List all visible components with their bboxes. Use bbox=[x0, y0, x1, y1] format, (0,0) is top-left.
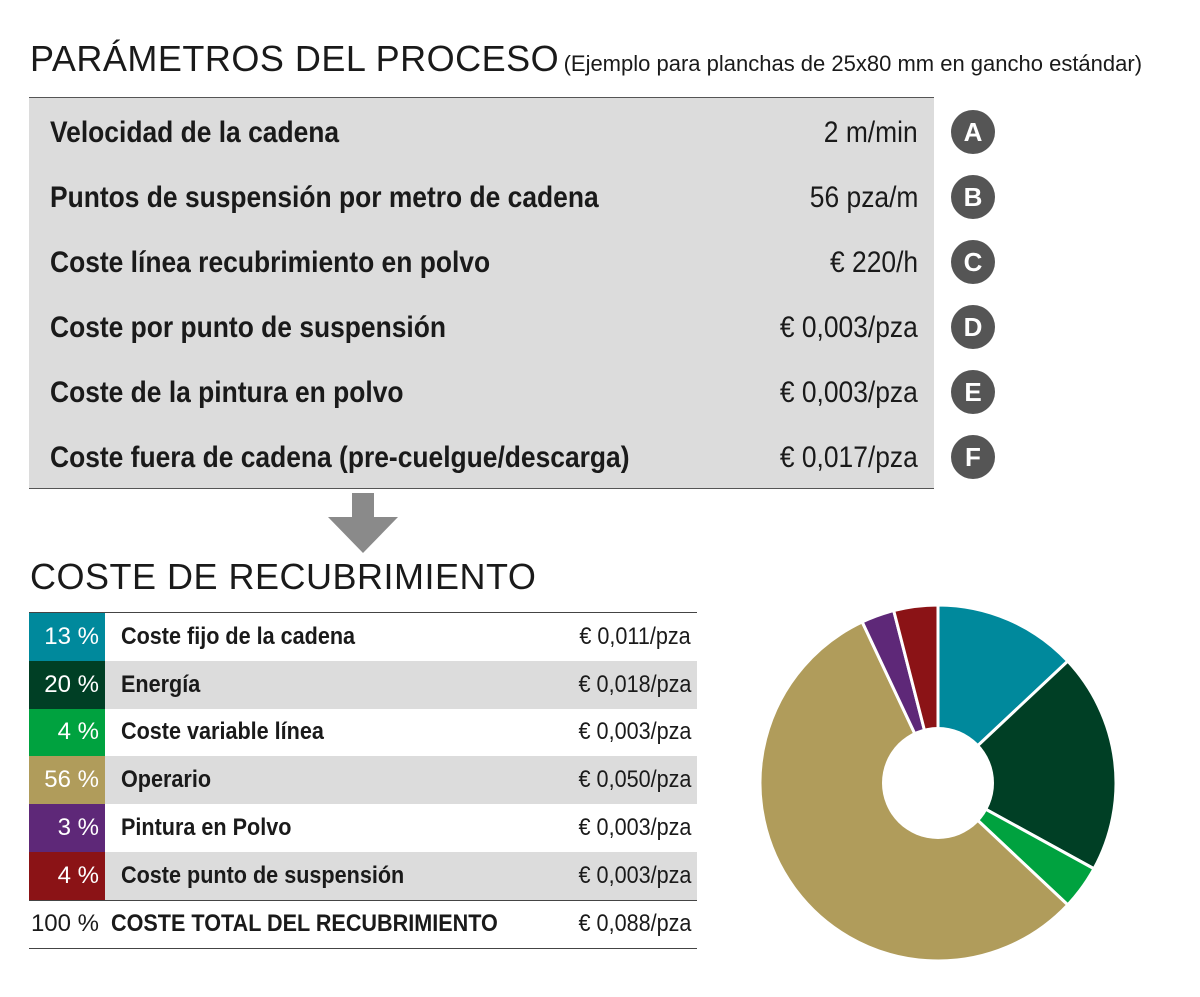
cost-percent: 4 % bbox=[29, 852, 105, 900]
page-title bbox=[30, 38, 1142, 80]
arrow-down-icon bbox=[328, 493, 398, 553]
cost-value: € 0,003/pza bbox=[578, 861, 691, 889]
cost-name: Pintura en Polvo bbox=[121, 814, 292, 842]
param-value: € 220/h bbox=[829, 245, 918, 279]
badge-f: F bbox=[951, 435, 995, 479]
param-row bbox=[29, 165, 934, 230]
cost-row bbox=[29, 661, 697, 709]
cost-value: € 0,018/pza bbox=[578, 670, 691, 698]
cost-name: Coste punto de suspensión bbox=[121, 861, 405, 889]
section-subtitle: (Ejemplo para planchas de 25x80 mm en gancho estándar) bbox=[563, 51, 1143, 76]
cost-row bbox=[29, 709, 697, 757]
badge-b: B bbox=[951, 175, 995, 219]
cost-percent: 13 % bbox=[29, 613, 105, 661]
total-percent: 100 % bbox=[30, 910, 99, 938]
cost-name: Coste variable línea bbox=[121, 718, 324, 746]
cost-value: € 0,011/pza bbox=[579, 622, 691, 650]
cost-row bbox=[29, 756, 697, 804]
param-label: Coste fuera de cadena (pre-cuelgue/descarga) bbox=[50, 440, 630, 474]
cost-percent: 3 % bbox=[29, 804, 105, 852]
cost-value: € 0,050/pza bbox=[578, 766, 691, 794]
param-label: Velocidad de la cadena bbox=[50, 115, 340, 149]
param-value: € 0,017/pza bbox=[780, 440, 918, 474]
param-label: Puntos de suspensión por metro de cadena bbox=[50, 180, 599, 214]
badge-e: E bbox=[951, 370, 995, 414]
param-row bbox=[29, 230, 934, 295]
param-row bbox=[29, 360, 934, 425]
param-row bbox=[29, 100, 934, 165]
param-value: € 0,003/pza bbox=[780, 375, 918, 409]
badge-d: D bbox=[951, 305, 995, 349]
total-value: € 0,088/pza bbox=[578, 910, 691, 938]
cost-donut-chart bbox=[740, 585, 1140, 985]
cost-name: Coste fijo de la cadena bbox=[121, 622, 356, 650]
badge-c: C bbox=[951, 240, 995, 284]
param-row bbox=[29, 425, 934, 490]
cost-value: € 0,003/pza bbox=[578, 718, 691, 746]
cost-percent: 56 % bbox=[29, 756, 105, 804]
parameters-panel bbox=[29, 97, 934, 489]
cost-table bbox=[29, 612, 697, 949]
donut-hole bbox=[882, 727, 994, 839]
total-row bbox=[29, 900, 697, 949]
cost-percent: 4 % bbox=[29, 709, 105, 757]
badge-a: A bbox=[951, 110, 995, 154]
param-label: Coste línea recubrimiento en polvo bbox=[50, 245, 491, 279]
section-title-cost: COSTE DE RECUBRIMIENTO bbox=[30, 556, 537, 597]
param-label: Coste por punto de suspensión bbox=[50, 310, 447, 344]
param-label: Coste de la pintura en polvo bbox=[50, 375, 404, 409]
section-title-parameters: PARÁMETROS DEL PROCESO bbox=[30, 38, 560, 79]
cost-row bbox=[29, 804, 697, 852]
param-value: € 0,003/pza bbox=[780, 310, 918, 344]
cost-name: Operario bbox=[121, 766, 212, 794]
cost-value: € 0,003/pza bbox=[578, 814, 691, 842]
cost-percent: 20 % bbox=[29, 661, 105, 709]
cost-row bbox=[29, 613, 697, 661]
param-row bbox=[29, 295, 934, 360]
param-value: 2 m/min bbox=[824, 115, 918, 149]
total-label: COSTE TOTAL DEL RECUBRIMIENTO bbox=[111, 910, 498, 938]
cost-name: Energía bbox=[121, 670, 201, 698]
cost-row bbox=[29, 852, 697, 900]
param-value: 56 pza/m bbox=[809, 180, 918, 214]
